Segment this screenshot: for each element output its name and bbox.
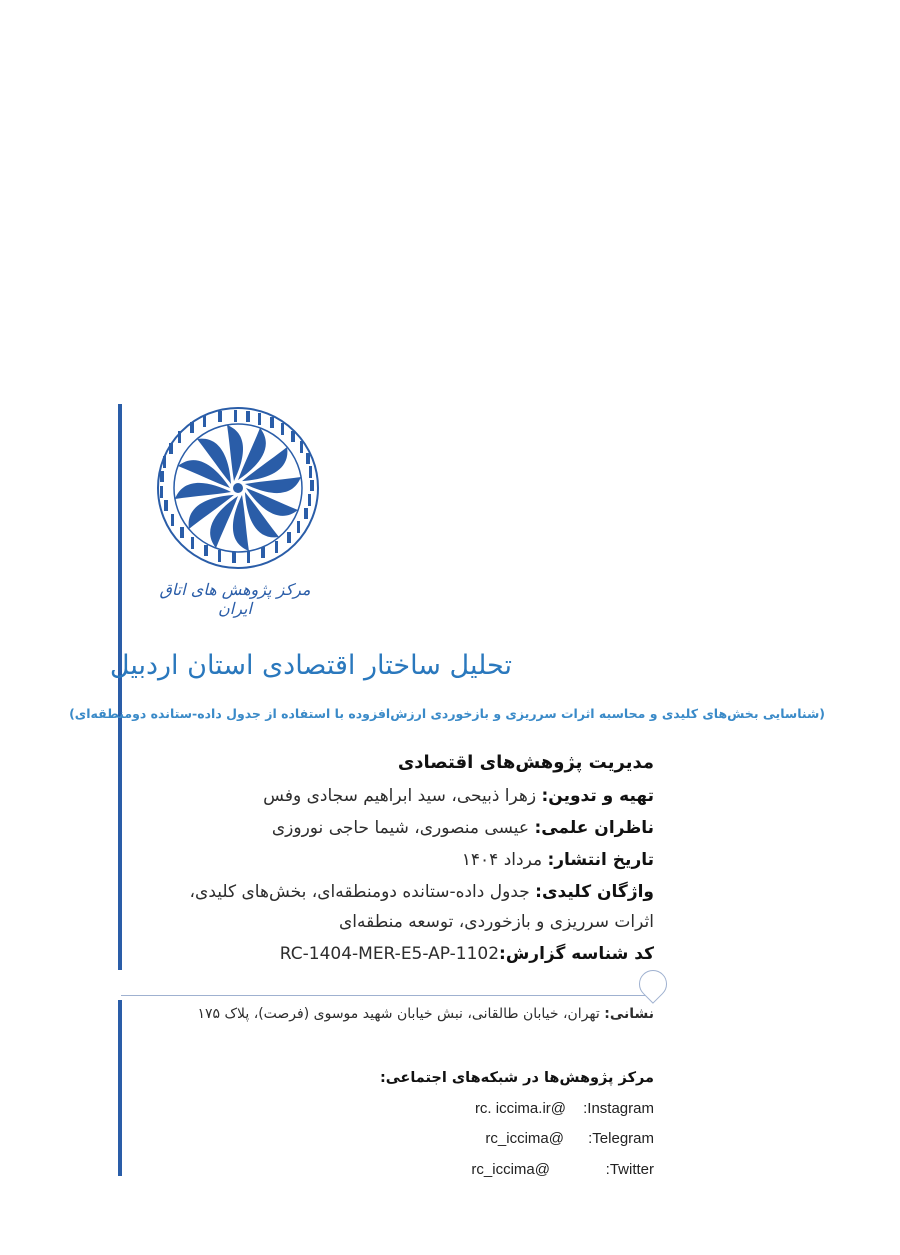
instagram-label: :Instagram <box>583 1100 654 1117</box>
supervisors-value: عیسی منصوری، شیما حاجی نوروزی <box>271 818 535 838</box>
report-code-label: کد شناسه گزارش: <box>499 944 654 964</box>
report-title: تحلیل ساختار اقتصادی استان اردبیل <box>109 650 512 681</box>
prepared-by-line <box>94 786 654 806</box>
prepared-by-value: زهرا ذبیحی، سید ابراهیم سجادی وفس <box>263 786 542 806</box>
twitter-label: :Twitter <box>605 1161 654 1178</box>
logo-caption: مرکز پژوهش های اتاق ایران <box>159 580 311 618</box>
supervisors-label: ناظران علمی: <box>534 818 654 838</box>
address-label: نشانی: <box>604 1006 654 1022</box>
accent-bar-bottom <box>118 1000 122 1176</box>
keywords-value: جدول داده-ستانده دومنطقه‌ای، بخش‌های کلیدی، <box>189 882 536 902</box>
keywords-value-continued: اثرات سرریزی و بازخوردی، توسعه منطقه‌ای <box>338 912 654 932</box>
emblem-icon <box>150 404 350 572</box>
keywords-line-2 <box>94 912 654 932</box>
speech-bubble-icon <box>633 964 673 1004</box>
department-name: مدیریت پژوهش‌های اقتصادی <box>397 752 654 773</box>
organization-logo <box>150 404 350 572</box>
social-row-instagram <box>394 1100 654 1122</box>
social-networks-title: مرکز پژوهش‌ها در شبکه‌های اجتماعی: <box>379 1070 654 1086</box>
publish-date-value: مرداد ۱۴۰۴ <box>461 850 548 870</box>
keywords-label: واژگان کلیدی: <box>535 882 654 902</box>
report-code-line <box>94 944 654 964</box>
prepared-by-label: تهیه و تدوین: <box>541 786 654 806</box>
section-divider <box>121 995 651 996</box>
keywords-line <box>94 882 654 902</box>
address-line <box>134 1006 654 1022</box>
twitter-handle[interactable]: rc_iccima@ <box>471 1161 550 1178</box>
telegram-label: :Telegram <box>588 1130 654 1147</box>
supervisors-line <box>94 818 654 838</box>
social-row-twitter <box>394 1161 654 1183</box>
address-value: تهران، خیابان طالقانی، نبش خیابان شهید موسوی (فرصت)، پلاک ۱۷۵ <box>197 1006 605 1022</box>
report-code-value: RC-1404-MER-E5-AP-1102 <box>279 944 500 964</box>
publish-date-line <box>94 850 654 870</box>
instagram-handle[interactable]: rc. iccima.ir@ <box>474 1100 566 1117</box>
telegram-handle[interactable]: rc_iccima@ <box>485 1130 564 1147</box>
report-subtitle: (شناسایی بخش‌های کلیدی و محاسبه اثرات سرریزی و بازخوردی ارزش‌افزوده با استفاده از جدول داده-ستانده دومنطقه‌ای) <box>69 706 825 721</box>
publish-date-label: تاریخ انتشار: <box>547 850 654 870</box>
social-row-telegram <box>394 1130 654 1152</box>
